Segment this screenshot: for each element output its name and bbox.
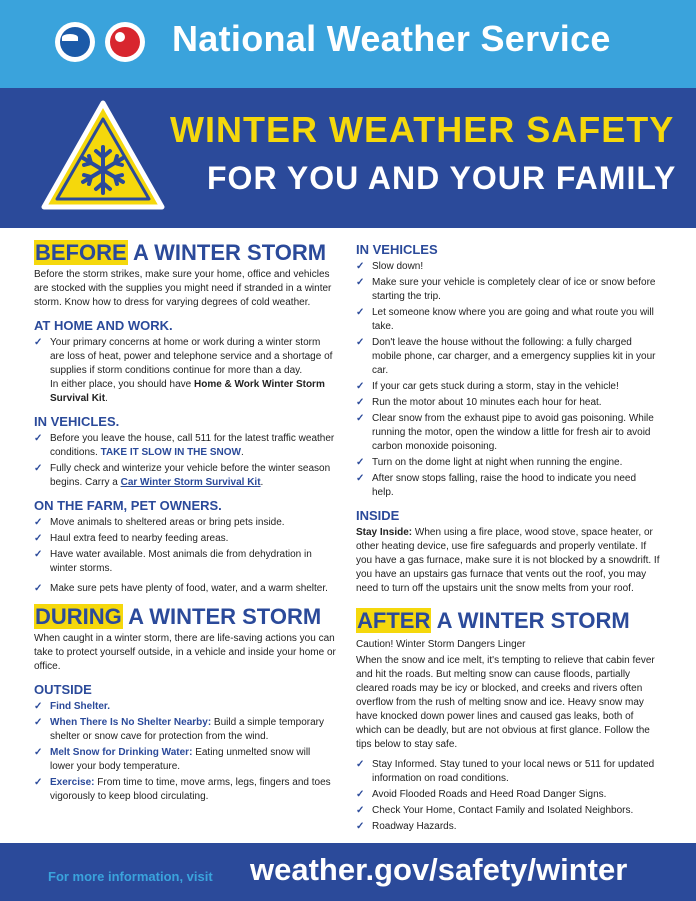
check-icon: ✓	[34, 583, 43, 594]
flyer-title: WINTER WEATHER SAFETY	[170, 109, 675, 150]
footer-url-link[interactable]: weather.gov/safety/winter	[250, 852, 628, 887]
list-item: ✓ Check Your Home, Contact Family and Isolated Neighbors.	[356, 805, 634, 816]
list-item: ✓ Have water available. Most animals die from dehydration in winter storms.	[34, 549, 312, 574]
check-icon: ✓	[34, 517, 43, 528]
list-item: ✓ Exercise: From time to time, move arms, legs, fingers and toes vigorously to keep blood circulating.	[34, 777, 331, 802]
check-icon: ✓	[34, 549, 43, 560]
check-icon: ✓	[356, 457, 365, 468]
check-icon: ✓	[34, 747, 43, 758]
list-item: ✓ Before you leave the house, call 511 for the latest traffic weather conditions. TAKE IT SLOW IN THE SNOW.	[34, 433, 335, 458]
vehicles-list	[34, 432, 336, 490]
left-column	[34, 240, 336, 806]
list-item: ✓ Haul extra feed to nearby feeding areas.	[34, 533, 229, 544]
list-item: ✓ Your primary concerns at home or work during a winter storm are loss of heat, power and telephone service and a shortage of supplies if storm conditions continue for more than a day. In either place, you should have Home & Work Winter Storm Survival Kit.	[34, 337, 333, 404]
list-item: ✓ Fully check and winterize your vehicle before the winter season begins. Carry a Car Winter Storm Survival Kit.	[34, 463, 331, 488]
check-icon: ✓	[34, 533, 43, 544]
list-item: ✓ Run the motor about 10 minutes each hour for heat.	[356, 397, 602, 408]
list-item: ✓ Stay Informed. Stay tuned to your local news or 511 for updated information on road conditions.	[356, 759, 655, 784]
list-item: ✓ Find Shelter.	[34, 701, 111, 712]
check-icon: ✓	[34, 777, 43, 788]
list-item: ✓ Turn on the dome light at night when running the engine.	[356, 457, 623, 468]
check-icon: ✓	[34, 433, 43, 444]
inside-text: Stay Inside: When using a fire place, wood stove, space heater, or other heating device, use fire safeguards and properly ventilate. If you have a gas furnace, make sure it is not blocked by a snowdrift. If you have an upstairs gas furnace that vents out the roof, you may need to turn off the upstairs unit the snow melts from your roof.	[356, 527, 660, 594]
check-icon: ✓	[356, 261, 365, 272]
list-item: ✓ Make sure pets have plenty of food, water, and a warm shelter.	[34, 583, 328, 594]
check-icon: ✓	[356, 381, 365, 392]
check-icon: ✓	[34, 463, 43, 474]
after-list	[356, 758, 660, 834]
flyer-subtitle: FOR YOU AND YOUR FAMILY	[207, 160, 677, 196]
before-intro: Before the storm strikes, make sure your home, office and vehicles are stocked with the supplies you might need if stranded in a winter storm. Know how to dress for varying degrees of cold weather.	[34, 269, 332, 308]
noaa-logo-icon	[55, 22, 95, 62]
during-vehicles-heading: IN VEHICLES	[356, 242, 438, 257]
check-icon: ✓	[356, 277, 365, 288]
list-item: ✓ Move animals to sheltered areas or bring pets inside.	[34, 517, 285, 528]
after-intro: When the snow and ice melt, it's tempting to relieve that cabin fever and hit the roads. But melting snow can cause floods, partially cleared roads may be icy or blocked, and creeks and rivers often overflow from the rush of melting snow and ice. Heavy snow may have knocked down power lines and caused gas leaks, both of which can be deadly, but are not obvious at first glance. Follow the tips below to stay safe.	[356, 655, 655, 750]
list-item: ✓ Melt Snow for Drinking Water: Eating unmelted snow will lower your body temperature.	[34, 747, 311, 772]
nws-logo-icon	[105, 22, 145, 62]
agency-name: National Weather Service	[172, 18, 611, 59]
after-caution: Caution! Winter Storm Dangers Linger	[356, 639, 526, 650]
list-item: ✓ After snow stops falling, raise the hood to indicate you need help.	[356, 473, 637, 498]
snowflake-warning-icon	[38, 97, 168, 215]
list-item: ✓ Make sure your vehicle is completely clear of ice or snow before starting the trip.	[356, 277, 656, 302]
before-heading: BEFORE A WINTER STORM	[35, 240, 327, 265]
farm-heading: ON THE FARM, PET OWNERS.	[34, 498, 222, 513]
home-work-list	[34, 336, 336, 406]
during-vehicles-list	[356, 260, 660, 500]
list-item: ✓ Clear snow from the exhaust pipe to avoid gas poisoning. While running the motor, open the window a little for fresh air to avoid carbon monoxide poisoning.	[356, 413, 654, 452]
list-item: ✓ If your car gets stuck during a storm, stay in the vehicle!	[356, 381, 619, 392]
check-icon: ✓	[356, 759, 365, 770]
car-kit-link[interactable]: Car Winter Storm Survival Kit	[120, 477, 261, 488]
list-item: ✓ Avoid Flooded Roads and Heed Road Danger Signs.	[356, 789, 607, 800]
during-heading: DURING A WINTER STORM	[35, 604, 322, 629]
vehicles-heading: IN VEHICLES.	[34, 414, 120, 429]
check-icon: ✓	[356, 821, 365, 832]
inside-heading: INSIDE	[356, 508, 400, 523]
home-work-heading: AT HOME AND WORK.	[34, 318, 173, 333]
check-icon: ✓	[34, 337, 43, 348]
check-icon: ✓	[356, 337, 365, 348]
list-item: ✓ When There Is No Shelter Nearby: Build a simple temporary shelter or snow cave for protection from the wind.	[34, 717, 324, 742]
check-icon: ✓	[34, 717, 43, 728]
check-icon: ✓	[356, 397, 365, 408]
right-column	[356, 240, 660, 836]
check-icon: ✓	[356, 473, 365, 484]
list-item: ✓ Roadway Hazards.	[356, 821, 457, 832]
list-item: ✓ Slow down!	[356, 261, 424, 272]
footer-prefix: For more information, visit	[48, 869, 213, 884]
check-icon: ✓	[356, 413, 365, 424]
outside-heading: OUTSIDE	[34, 682, 92, 697]
check-icon: ✓	[356, 805, 365, 816]
check-icon: ✓	[356, 789, 365, 800]
during-intro: When caught in a winter storm, there are life-saving actions you can take to protect yourself outside, in a vehicle and inside your home or office.	[34, 633, 336, 672]
farm-list	[34, 516, 336, 596]
list-item: ✓ Let someone know where you are going and what route you will take.	[356, 307, 654, 332]
check-icon: ✓	[356, 307, 365, 318]
outside-list	[34, 700, 336, 804]
after-heading: AFTER A WINTER STORM	[357, 608, 630, 633]
list-item: ✓ Don't leave the house without the following: a fully charged mobile phone, car charger, and a emergency supplies kit in your car.	[356, 337, 656, 376]
check-icon: ✓	[34, 701, 43, 712]
